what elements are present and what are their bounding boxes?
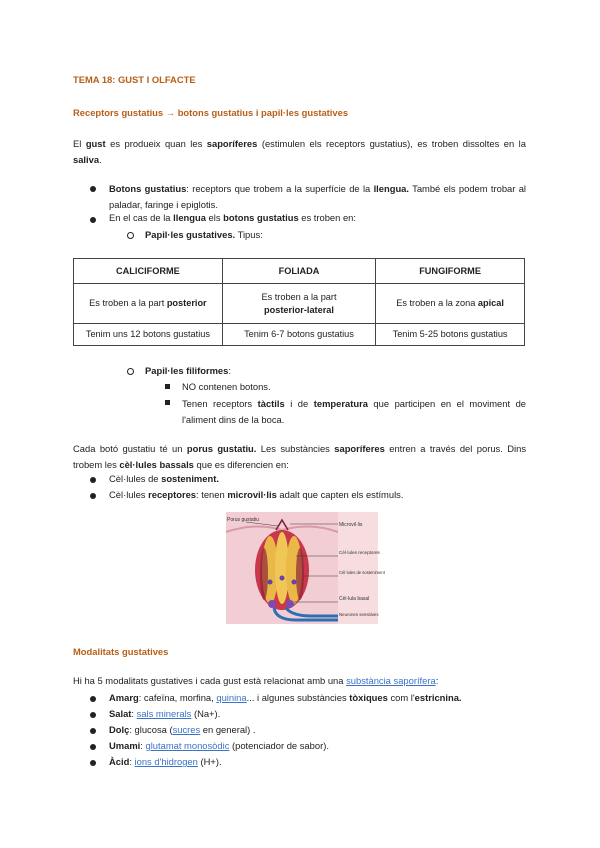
filiformes-no-botons: NO contenen botons. [182, 381, 271, 392]
section-heading-modalitats: Modalitats gustatives [73, 646, 169, 657]
link-sals-minerals[interactable]: sals minerals [136, 708, 192, 719]
link-glutamat[interactable]: glutamat monosòdic [145, 740, 230, 751]
bullet-dot [90, 760, 96, 766]
cell-receptores: Cèl·lules receptores: tenen microvil·lis adalt que capten els estímuls. [109, 489, 404, 500]
table-cell: Tenim uns 12 botons gustatius [74, 324, 223, 346]
label-receptores: Cèl·lules receptores [339, 550, 380, 555]
bullet-botons-gustatius: Botons gustatius: receptors que trobem a la superfície de la llengua. També els podem trobar al paladar, faringe i epiglotis. [109, 183, 526, 210]
modalitats-intro: Hi ha 5 modalitats gustatives i cada gust està relacionat amb una substància saporífera: [73, 675, 439, 686]
bullet-dot [90, 186, 96, 192]
table-cell: Es troben a la zona apical [376, 284, 525, 324]
taste-bud-figure [226, 512, 385, 624]
bullet-dot [90, 744, 96, 750]
link-substancia-saporifera[interactable]: substància saporífera [346, 675, 436, 686]
table-header-caliciforme: CALICIFORME [74, 259, 223, 284]
table-cell: Es troben a la part posterior-lateral [222, 284, 375, 324]
link-ions-hidrogen[interactable]: ions d'hidrogen [134, 756, 198, 767]
table-row [74, 324, 525, 346]
item-amarg: Amarg: cafeïna, morfina, quinina... i algunes substàncies tòxiques com l'estricnina. [109, 692, 462, 703]
square-bullet [165, 400, 170, 405]
item-umami: Umami: glutamat monosòdic (potenciador de sabor). [109, 740, 329, 751]
bullet-dot [90, 696, 96, 702]
filiformes-receptors: Tenen receptors tàctils i de temperatura que participen en el moviment de l'aliment dins de la boca. [182, 398, 526, 425]
nucleus [292, 580, 297, 585]
bullet-dot [90, 493, 96, 499]
table-header-fungiforme: FUNGIFORME [376, 259, 525, 284]
bullet-dot [90, 712, 96, 718]
section-heading-receptors: Receptors gustatius → botons gustatius i papil·les gustatives [73, 107, 349, 118]
table-cell: Es troben a la part posterior [74, 284, 223, 324]
intro-paragraph: El gust es produeix quan les saporíferes (estimulen els receptors gustatius), es troben dissoltes en la saliva. [73, 138, 526, 165]
label-porus: Porus gustatiu [227, 517, 259, 523]
papilles-table [73, 258, 525, 346]
page-title: TEMA 18: GUST I OLFACTE [73, 74, 196, 85]
table-header-foliada: FOLIADA [222, 259, 375, 284]
table-cell: Tenim 5-25 botons gustatius [376, 324, 525, 346]
basal-cell [268, 600, 276, 608]
bullet-llengua: En el cas de la llengua els botons gustatius es troben en: [109, 212, 357, 223]
item-acid: Àcid: ions d'hidrogen (H+). [109, 756, 222, 767]
label-basal: Cèl·lula basal [339, 596, 370, 602]
label-microvillis: Microvil·lis [339, 522, 363, 528]
table-cell: Tenim 6-7 botons gustatius [222, 324, 375, 346]
nucleus [268, 580, 273, 585]
basal-cell [286, 600, 294, 608]
bullet-dot [90, 728, 96, 734]
porus-paragraph: Cada botó gustatiu té un porus gustatiu. Les substàncies saporíferes entren a través del porus. Dins trobem les cèl·lules bassals que es diferencien en: [73, 443, 527, 470]
square-bullet [165, 384, 170, 389]
sub-papilles-filiformes: Papil·les filiformes: [145, 365, 231, 376]
link-sucres[interactable]: sucres [172, 724, 201, 735]
bullet-dot [90, 477, 96, 483]
table-header-row [74, 259, 525, 284]
nucleus [280, 576, 285, 581]
circle-bullet [127, 368, 134, 375]
label-neurones: Neurones sensitives [339, 612, 379, 617]
item-salat: Salat: sals minerals (Na+). [109, 708, 221, 719]
table-row [74, 284, 525, 324]
bullet-dot [90, 217, 96, 223]
supporting-cell [260, 548, 268, 600]
item-dolc: Dolç: glucosa (sucres en general) . [109, 724, 256, 735]
sub-papilles-gustatives: Papil·les gustatives. Tipus: [145, 229, 263, 240]
circle-bullet [127, 232, 134, 239]
cell-sosteniment: Cèl·lules de sosteniment. [109, 473, 219, 484]
label-sosteniment: Cèl·lules de sosteniment [339, 570, 385, 575]
link-quinina[interactable]: quinina [216, 692, 247, 703]
